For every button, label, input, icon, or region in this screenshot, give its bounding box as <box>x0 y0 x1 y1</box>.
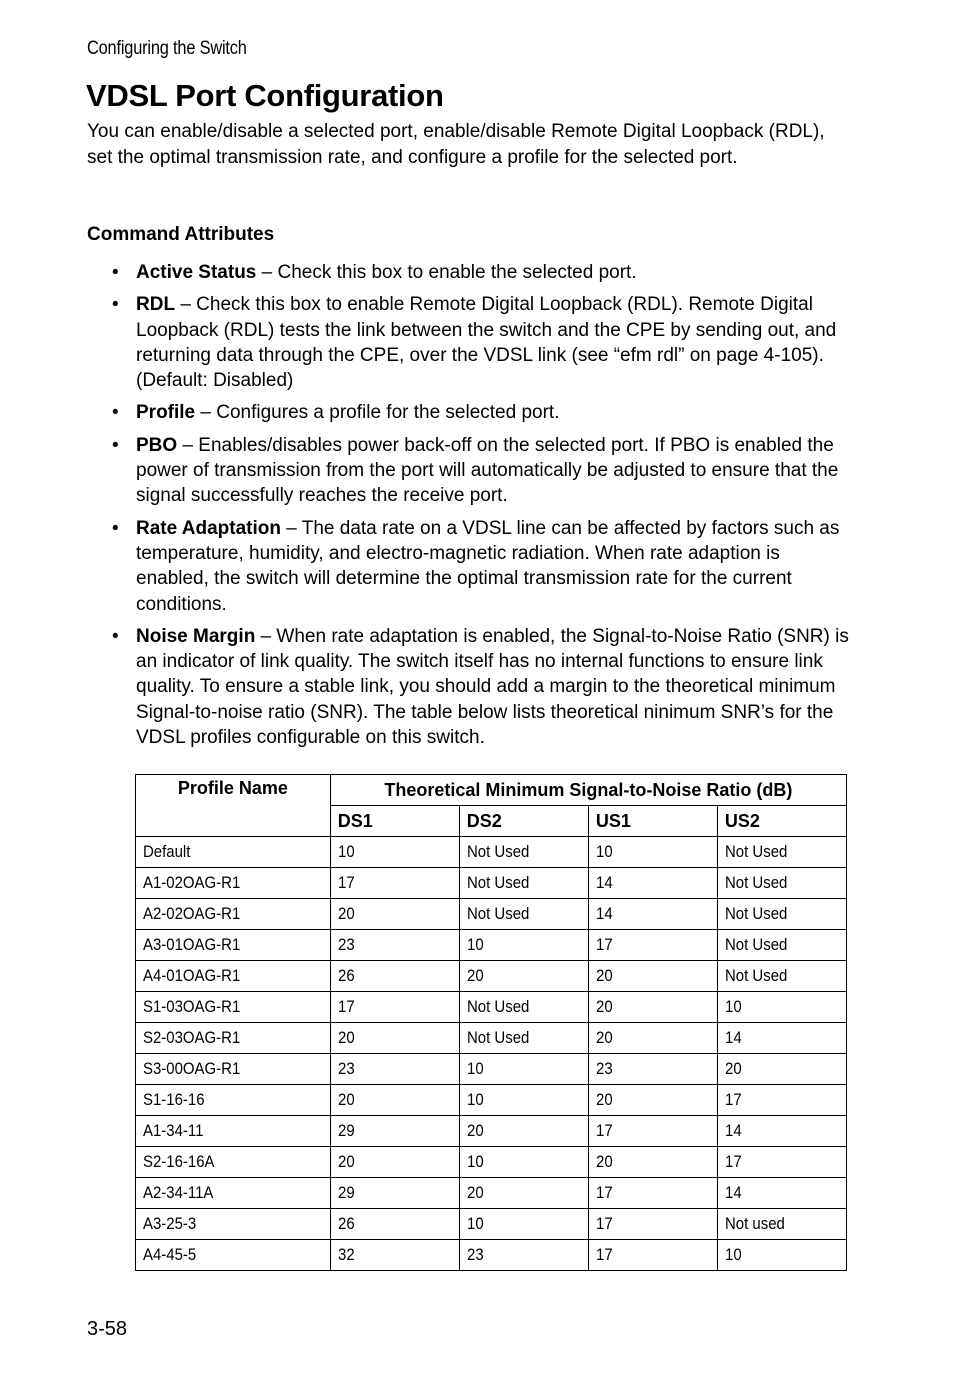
ds2-cell <box>459 1147 588 1178</box>
table-row <box>136 1178 847 1209</box>
cell-text: S3-00OAG-R1 <box>143 1059 241 1078</box>
cell-text: 17 <box>595 935 613 954</box>
us2-cell <box>717 930 846 961</box>
cell-text: 29 <box>337 1183 355 1202</box>
profile-name-cell <box>136 1147 331 1178</box>
profile-name-cell <box>136 899 331 930</box>
cell-text: 29 <box>337 1121 355 1140</box>
profile-name-cell <box>136 1023 331 1054</box>
table-row <box>136 1209 847 1240</box>
cell-text: 26 <box>337 1214 355 1233</box>
attribute-term: Active Status <box>136 262 257 283</box>
attribute-desc: – The data rate on a VDSL line can be affected by factors such as temperature, humidity, and electro-magnetic radiation. When rate adaption is enabled, the switch will determine the optimal transmission rate for the current conditions. <box>136 517 840 615</box>
cell-text: A4-45-5 <box>143 1245 197 1264</box>
us1-cell <box>588 961 717 992</box>
cell-text: A2-02OAG-R1 <box>143 904 241 923</box>
cell-text: 32 <box>337 1245 355 1264</box>
cell-text: 14 <box>595 904 613 923</box>
profile-name-cell <box>136 1054 331 1085</box>
table-row <box>136 961 847 992</box>
attribute-item: • Rate Adaptation – The data rate on a VDSL line can be affected by factors such as temperature, humidity, and electro-magnetic radiation. When rate adaption is enabled, the switch will determine the optimal transmission rate for the current conditions. <box>112 517 840 615</box>
us1-cell <box>588 1023 717 1054</box>
cell-text: 20 <box>595 1090 613 1109</box>
header-profile-name: Profile Name <box>136 775 331 837</box>
table-row <box>136 1147 847 1178</box>
ds2-cell <box>459 1023 588 1054</box>
intro-paragraph: You can enable/disable a selected port, enable/disable Remote Digital Loopback (RDL), set the optimal transmission rate, and configure a profile for the selected port. <box>87 121 825 168</box>
attribute-item: • Profile – Configures a profile for the selected port. <box>112 402 560 424</box>
attribute-term: Noise Margin <box>136 625 256 647</box>
us1-cell <box>588 992 717 1023</box>
profile-name-cell <box>136 1116 331 1147</box>
cell-text: A2-34-11A <box>143 1183 214 1202</box>
cell-text: 20 <box>595 997 613 1016</box>
cell-text: Not Used <box>724 873 788 892</box>
table-row <box>136 1054 847 1085</box>
table-row <box>136 868 847 899</box>
ds1-cell <box>330 1085 459 1116</box>
cell-text: 23 <box>337 935 355 954</box>
cell-text: Default <box>143 842 191 861</box>
us1-cell <box>588 868 717 899</box>
cell-text: 20 <box>595 966 613 985</box>
attribute-term: Profile <box>136 402 196 424</box>
us1-cell <box>588 930 717 961</box>
table-row <box>136 1023 847 1054</box>
ds2-cell <box>459 1085 588 1116</box>
us1-cell <box>588 837 717 868</box>
snr-table <box>135 774 847 1271</box>
cell-text: 14 <box>724 1028 742 1047</box>
cell-text: 20 <box>466 1121 484 1140</box>
cell-text: Not Used <box>724 842 788 861</box>
cell-text: 20 <box>466 966 484 985</box>
attribute-desc: – Check this box to enable Remote Digital Loopback (RDL). Remote Digital Loopback (RDL) tests the link between the switch and the CPE by sending out, and returning data through the CPE, over the VDSL link (see “efm rdl” on page 4-105). (Default: Disabled) <box>136 294 837 392</box>
us1-cell <box>588 1085 717 1116</box>
cell-text: 17 <box>724 1152 742 1171</box>
us2-cell <box>717 1054 846 1085</box>
attribute-term: RDL <box>136 294 176 316</box>
profile-name-cell <box>136 1178 331 1209</box>
attribute-item: • Active Status – Check this box to enable the selected port. <box>112 262 637 283</box>
attribute-item: • PBO – Enables/disables power back-off on the selected port. If PBO is enabled the power of transmission from the port will automatically be adjusted to ensure that the signal successfully reaches the receive port. <box>112 434 839 507</box>
cell-text: Not Used <box>724 904 788 923</box>
cell-text: 14 <box>724 1121 742 1140</box>
table-row <box>136 1240 847 1271</box>
ds1-cell <box>330 1116 459 1147</box>
cell-text: 10 <box>466 1152 484 1171</box>
ds1-cell <box>330 992 459 1023</box>
attribute-term: Rate Adaptation <box>136 517 281 539</box>
ds2-cell <box>459 1209 588 1240</box>
table-row <box>136 1085 847 1116</box>
us2-cell <box>717 1085 846 1116</box>
attribute-desc: – Enables/disables power back-off on the selected port. If PBO is enabled the power of transmission from the port will automatically be adjusted to ensure that the signal successfully reaches the receive port. <box>136 434 839 507</box>
ds2-cell <box>459 961 588 992</box>
profile-name-cell <box>136 1240 331 1271</box>
cell-text: Not Used <box>466 904 530 923</box>
cell-text: 20 <box>466 1183 484 1202</box>
profile-name-cell <box>136 1085 331 1116</box>
cell-text: 20 <box>337 1152 355 1171</box>
us1-cell <box>588 1147 717 1178</box>
us2-cell <box>717 992 846 1023</box>
table-row <box>136 1116 847 1147</box>
cell-text: S2-16-16A <box>143 1152 215 1171</box>
running-head: Configuring the Switch <box>87 38 247 59</box>
cell-text: 10 <box>466 1059 484 1078</box>
cell-text: 17 <box>595 1214 613 1233</box>
ds2-cell <box>459 1178 588 1209</box>
cell-text: S2-03OAG-R1 <box>143 1028 241 1047</box>
cell-text: A3-25-3 <box>143 1214 197 1233</box>
cell-text: 10 <box>337 842 355 861</box>
us1-cell <box>588 1178 717 1209</box>
ds2-cell <box>459 992 588 1023</box>
cell-text: 20 <box>337 904 355 923</box>
table-row <box>136 837 847 868</box>
ds2-cell <box>459 930 588 961</box>
table-row <box>136 992 847 1023</box>
cell-text: A1-34-11 <box>143 1121 204 1140</box>
cell-text: 10 <box>724 997 742 1016</box>
cell-text: Not used <box>724 1214 785 1233</box>
cell-text: Not Used <box>466 873 530 892</box>
profile-name-cell <box>136 961 331 992</box>
cell-text: 10 <box>724 1245 742 1264</box>
profile-name-cell <box>136 1209 331 1240</box>
cell-text: Not Used <box>724 935 788 954</box>
attribute-term: PBO <box>136 434 178 456</box>
cell-text: 20 <box>337 1090 355 1109</box>
attribute-item: • RDL – Check this box to enable Remote Digital Loopback (RDL). Remote Digital Loopback (RDL) tests the link between the switch and the CPE by sending out, and returning data through the CPE, over the VDSL link (see “efm rdl” on page 4-105). (Default: Disabled) <box>112 294 837 392</box>
cell-text: S1-16-16 <box>143 1090 205 1109</box>
ds1-cell <box>330 961 459 992</box>
cell-text: Not Used <box>466 997 530 1016</box>
ds1-cell <box>330 868 459 899</box>
ds2-cell <box>459 837 588 868</box>
profile-name-cell <box>136 868 331 899</box>
profile-name-cell <box>136 837 331 868</box>
us1-cell <box>588 1116 717 1147</box>
cell-text: 23 <box>337 1059 355 1078</box>
us2-cell <box>717 1240 846 1271</box>
ds2-cell <box>459 868 588 899</box>
page-number: 3-58 <box>87 1318 128 1340</box>
us1-cell <box>588 1240 717 1271</box>
cell-text: 14 <box>595 873 613 892</box>
cell-text: 17 <box>724 1090 742 1109</box>
us2-cell <box>717 1147 846 1178</box>
cell-text: Not Used <box>466 1028 530 1047</box>
cell-text: A4-01OAG-R1 <box>143 966 241 985</box>
ds2-cell <box>459 899 588 930</box>
us2-cell <box>717 899 846 930</box>
us2-cell <box>717 1023 846 1054</box>
cell-text: A1-02OAG-R1 <box>143 873 241 892</box>
cell-text: A3-01OAG-R1 <box>143 935 241 954</box>
ds1-cell <box>330 1023 459 1054</box>
section-heading: Command Attributes <box>87 224 275 245</box>
cell-text: 17 <box>595 1183 613 1202</box>
profile-name-cell <box>136 930 331 961</box>
table-row <box>136 899 847 930</box>
cell-text: 26 <box>337 966 355 985</box>
cell-text: 23 <box>466 1245 484 1264</box>
table-row <box>136 930 847 961</box>
ds1-cell <box>330 1209 459 1240</box>
us2-cell <box>717 1209 846 1240</box>
cell-text: 17 <box>337 873 355 892</box>
header-ds1: DS1 <box>330 806 459 837</box>
cell-text: 20 <box>724 1059 742 1078</box>
cell-text: 20 <box>595 1152 613 1171</box>
cell-text: 17 <box>595 1121 613 1140</box>
us2-cell <box>717 961 846 992</box>
header-ds2: DS2 <box>459 806 588 837</box>
us2-cell <box>717 1116 846 1147</box>
cell-text: Not Used <box>724 966 788 985</box>
us1-cell <box>588 1209 717 1240</box>
profile-name-cell <box>136 992 331 1023</box>
attribute-desc: – Configures a profile for the selected port. <box>195 402 560 424</box>
cell-text: 23 <box>595 1059 613 1078</box>
us1-cell <box>588 1054 717 1085</box>
cell-text: 17 <box>595 1245 613 1264</box>
us2-cell <box>717 837 846 868</box>
attribute-list <box>112 260 852 757</box>
ds2-cell <box>459 1240 588 1271</box>
cell-text: 10 <box>595 842 613 861</box>
cell-text: 20 <box>337 1028 355 1047</box>
ds1-cell <box>330 837 459 868</box>
attribute-desc: – Check this box to enable the selected port. <box>256 262 637 283</box>
header-us2: US2 <box>717 806 846 837</box>
ds2-cell <box>459 1116 588 1147</box>
page-title: VDSL Port Configuration <box>86 78 444 113</box>
us2-cell <box>717 1178 846 1209</box>
cell-text: Not Used <box>466 842 530 861</box>
header-snr-group: Theoretical Minimum Signal-to-Noise Ratio (dB) <box>330 775 846 806</box>
header-us1: US1 <box>588 806 717 837</box>
us2-cell <box>717 868 846 899</box>
cell-text: 10 <box>466 1090 484 1109</box>
attribute-item: • Noise Margin – When rate adaptation is enabled, the Signal-to-Noise Ratio (SNR) is an indicator of link quality. The switch itself has no internal functions to ensure link quality. To ensure a stable link, you should add a margin to the theoretical minimum Signal-to-noise ratio (SNR). The table below lists theoretical ninimum SNR’s for the VDSL profiles configurable on this switch. <box>112 625 849 749</box>
ds1-cell <box>330 899 459 930</box>
cell-text: 20 <box>595 1028 613 1047</box>
cell-text: 10 <box>466 1214 484 1233</box>
ds1-cell <box>330 930 459 961</box>
us1-cell <box>588 899 717 930</box>
cell-text: 10 <box>466 935 484 954</box>
ds1-cell <box>330 1178 459 1209</box>
cell-text: 17 <box>337 997 355 1016</box>
ds1-cell <box>330 1240 459 1271</box>
ds1-cell <box>330 1054 459 1085</box>
ds2-cell <box>459 1054 588 1085</box>
attribute-desc: – When rate adaptation is enabled, the Signal-to-Noise Ratio (SNR) is an indicator of link quality. The switch itself has no internal functions to ensure link quality. To ensure a stable link, you should add a margin to the theoretical minimum Signal-to-noise ratio (SNR). The table below lists theoretical ninimum SNR’s for the VDSL profiles configurable on this switch. <box>136 625 849 749</box>
cell-text: S1-03OAG-R1 <box>143 997 241 1016</box>
cell-text: 14 <box>724 1183 742 1202</box>
ds1-cell <box>330 1147 459 1178</box>
snr-table-body <box>136 837 847 1271</box>
